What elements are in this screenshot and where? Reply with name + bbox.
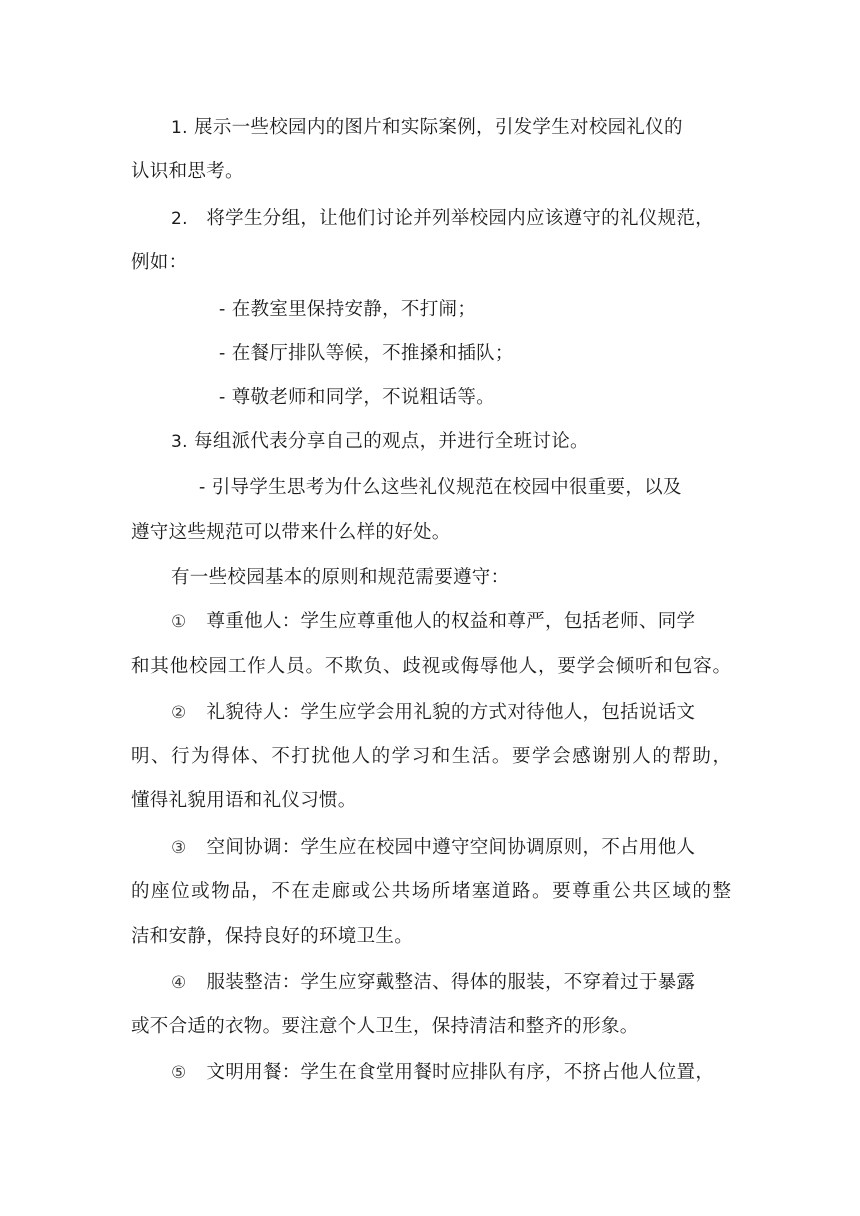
paragraph-number: 1.	[171, 118, 188, 138]
rule-text: 空间协调：学生应在校园中遵守空间协调原则，不占用他人	[206, 837, 696, 858]
paragraph-1-line-1	[171, 116, 683, 140]
rule-3-line-1	[171, 836, 695, 860]
circled-number: ④	[171, 973, 187, 993]
rule-3-line-2: 的座位或物品，不在走廊或公共场所堵塞道路。要尊重公共区域的整	[131, 881, 731, 902]
paragraph-number: 2.	[171, 209, 188, 229]
rule-1-line-1	[171, 610, 695, 634]
rule-5-line-1	[171, 1061, 714, 1085]
guidance-line-1: - 引导学生思考为什么这些礼仪规范在校园中很重要，以及	[199, 477, 682, 498]
rule-text: 文明用餐：学生在食堂用餐时应排队有序，不挤占他人位置，	[206, 1062, 715, 1083]
rule-text: 礼貌待人：学生应学会用礼貌的方式对待他人，包括说话文	[206, 702, 696, 723]
rule-3-line-3: 洁和安静，保持良好的环境卫生。	[131, 926, 414, 947]
rule-2-line-2: 明、行为得体、不打扰他人的学习和生活。要学会感谢别人的帮助，	[131, 746, 731, 767]
rule-1-line-2: 和其他校园工作人员。不欺负、歧视或侮辱他人，要学会倾听和包容。	[131, 656, 731, 677]
bullet-item: - 在餐厅排队等候，不推搡和插队；	[219, 343, 514, 364]
circled-number: ⑤	[171, 1063, 187, 1083]
rule-text: 尊重他人：学生应尊重他人的权益和尊严，包括老师、同学	[206, 611, 696, 632]
circled-number: ③	[171, 838, 187, 858]
paragraph-number: 3.	[171, 432, 188, 452]
rule-2-line-3: 懂得礼貌用语和礼仪习惯。	[131, 790, 357, 811]
paragraph-1-line-2: 认识和思考。	[131, 161, 244, 182]
circled-number: ①	[171, 612, 187, 632]
circled-number: ②	[171, 703, 187, 723]
paragraph-text: 每组派代表分享自己的观点，并进行全班讨论。	[194, 431, 589, 452]
rules-intro: 有一些校园基本的原则和规范需要遵守：	[171, 567, 510, 588]
paragraph-2-line-2: 例如：	[131, 252, 188, 273]
guidance-line-2: 遵守这些规范可以带来什么样的好处。	[131, 522, 451, 543]
rule-text: 服装整洁：学生应穿戴整洁、得体的服装，不穿着过于暴露	[206, 972, 696, 993]
bullet-item: - 尊敬老师和同学，不说粗话等。	[219, 387, 495, 408]
paragraph-2-line-1	[171, 207, 714, 231]
rule-4-line-1	[171, 971, 695, 995]
paragraph-text: 将学生分组，让他们讨论并列举校园内应该遵守的礼仪规范，	[206, 208, 714, 229]
bullet-item: - 在教室里保持安静，不打闹；	[219, 299, 477, 320]
paragraph-text: 展示一些校园内的图片和实际案例，引发学生对校园礼仪的	[194, 117, 683, 138]
paragraph-3-line-1	[171, 430, 589, 454]
rule-4-line-2: 或不合适的衣物。要注意个人卫生，保持清洁和整齐的形象。	[131, 1016, 639, 1037]
rule-2-line-1	[171, 701, 695, 725]
